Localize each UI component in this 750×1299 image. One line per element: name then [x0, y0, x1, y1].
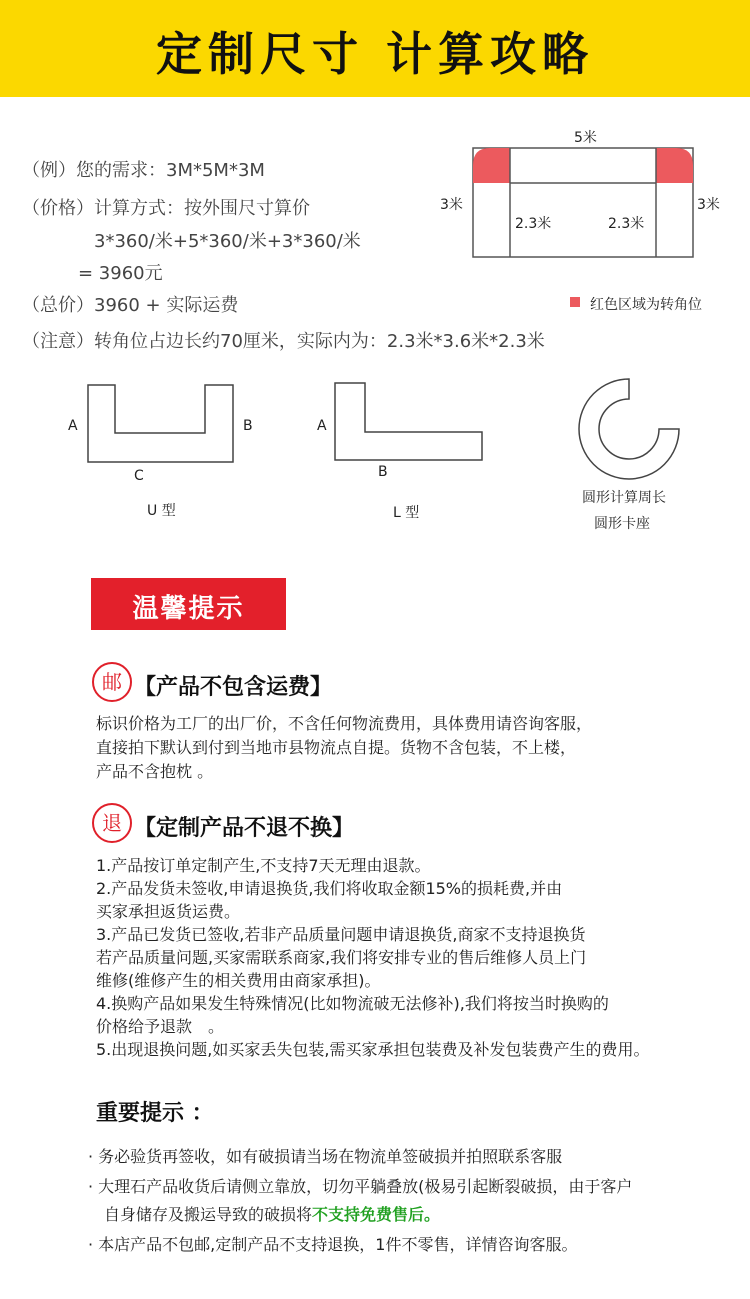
shipping-title: 【产品不包含运费】	[134, 675, 333, 700]
note-tag: （注意）	[22, 331, 94, 352]
legend-swatch	[570, 297, 580, 307]
circle-caption-1: 圆形计算周长	[582, 490, 666, 506]
plan-left-corner	[473, 148, 510, 183]
returns-line-2: 2.产品发货未签收,申请退换货,我们将收取金额15%的损耗费,并由	[96, 879, 563, 898]
plan-top-label: 5米	[574, 130, 597, 146]
u-shape-diagram	[85, 380, 255, 466]
returns-line-3: 买家承担返货运费。	[96, 902, 241, 921]
plan-diagram	[470, 145, 696, 260]
important-line-2: · 大理石产品收货后请侧立靠放，切勿平躺叠放(极易引起断裂破损，由于客户	[88, 1177, 633, 1196]
plan-left-label: 3米	[440, 197, 463, 213]
return-badge-icon: 退	[92, 803, 132, 843]
returns-line-4: 3.产品已发货已签收,若非产品质量问题申请退换货,商家不支持退换货	[96, 925, 586, 944]
important-title: 重要提示 ：	[96, 1101, 214, 1126]
circle-caption-2: 圆形卡座	[594, 516, 650, 532]
circle-shape-diagram	[575, 376, 685, 486]
important-line-1: · 务必验货再签收，如有破损请当场在物流单签破损并拍照联系客服	[88, 1147, 563, 1166]
u-label-a: A	[68, 418, 78, 434]
returns-line-6: 维修(维修产生的相关费用由商家承担)。	[96, 971, 381, 990]
total-tag: （总价）	[22, 295, 94, 316]
returns-title: 【定制产品不退不换】	[134, 816, 355, 841]
returns-line-1: 1.产品按订单定制产生,不支持7天无理由退款。	[96, 856, 431, 875]
l-label-a: A	[317, 418, 327, 434]
l-shape-diagram	[332, 380, 492, 466]
plan-inner-left-label: 2.3米	[515, 216, 552, 232]
tips-banner-label: 温馨提示	[132, 594, 245, 624]
u-caption: U 型	[147, 503, 176, 519]
important-line-3	[104, 1202, 440, 1225]
note-text: 转角位占边长约70厘米，实际内为：2.3米*3.6米*2.3米	[94, 331, 545, 352]
plan-right-corner	[656, 148, 693, 183]
l-label-b: B	[378, 464, 388, 480]
page-title: 定制尺寸 计算攻略	[155, 27, 594, 81]
legend-text: 红色区域为转角位	[590, 297, 702, 313]
example-line-1	[22, 156, 265, 182]
example-line-6	[22, 327, 545, 353]
u-label-b: B	[243, 418, 253, 434]
returns-line-8: 价格给予退款 。	[96, 1017, 225, 1036]
u-label-c: C	[134, 468, 144, 484]
plan-right-label: 3米	[697, 197, 720, 213]
mail-badge-icon: 邮	[92, 662, 132, 702]
returns-line-9: 5.出现退换问题,如买家丢失包装,需买家承担包装费及补发包装费产生的费用。	[96, 1040, 650, 1059]
total-text: 3960 + 实际运费	[94, 295, 239, 316]
important-line-4: · 本店产品不包邮,定制产品不支持退换，1件不零售，详情咨询客服。	[88, 1235, 578, 1254]
l-caption: L 型	[393, 505, 420, 521]
price-tag: （价格）	[22, 198, 94, 219]
shipping-line-1: 标识价格为工厂的出厂价，不含任何物流费用，具体费用请咨询客服，	[96, 714, 593, 733]
shipping-line-2: 直接拍下默认到付到当地市县物流点自提。货物不含包装，不上楼，	[96, 738, 577, 757]
returns-line-7: 4.换购产品如果发生特殊情况(比如物流破无法修补),我们将按当时换购的	[96, 994, 609, 1013]
important-line-3-text: 自身储存及搬运导致的破损将	[104, 1205, 313, 1224]
example-line-3: 3*360/米+5*360/米+3*360/米	[94, 231, 361, 252]
example-text: 您的需求：3M*5M*3M	[76, 160, 265, 181]
no-free-aftersale-text: 不支持免费售后。	[312, 1205, 441, 1224]
example-line-2	[22, 194, 310, 220]
returns-line-5: 若产品质量问题,买家需联系商家,我们将安排专业的售后维修人员上门	[96, 948, 587, 967]
example-line-5	[22, 291, 238, 317]
example-tag: （例）	[22, 160, 76, 181]
shipping-line-3: 产品不含抱枕 。	[96, 762, 214, 781]
example-line-4: = 3960元	[78, 263, 163, 284]
plan-inner-right-label: 2.3米	[608, 216, 645, 232]
price-text: 计算方式：按外围尺寸算价	[94, 198, 310, 219]
